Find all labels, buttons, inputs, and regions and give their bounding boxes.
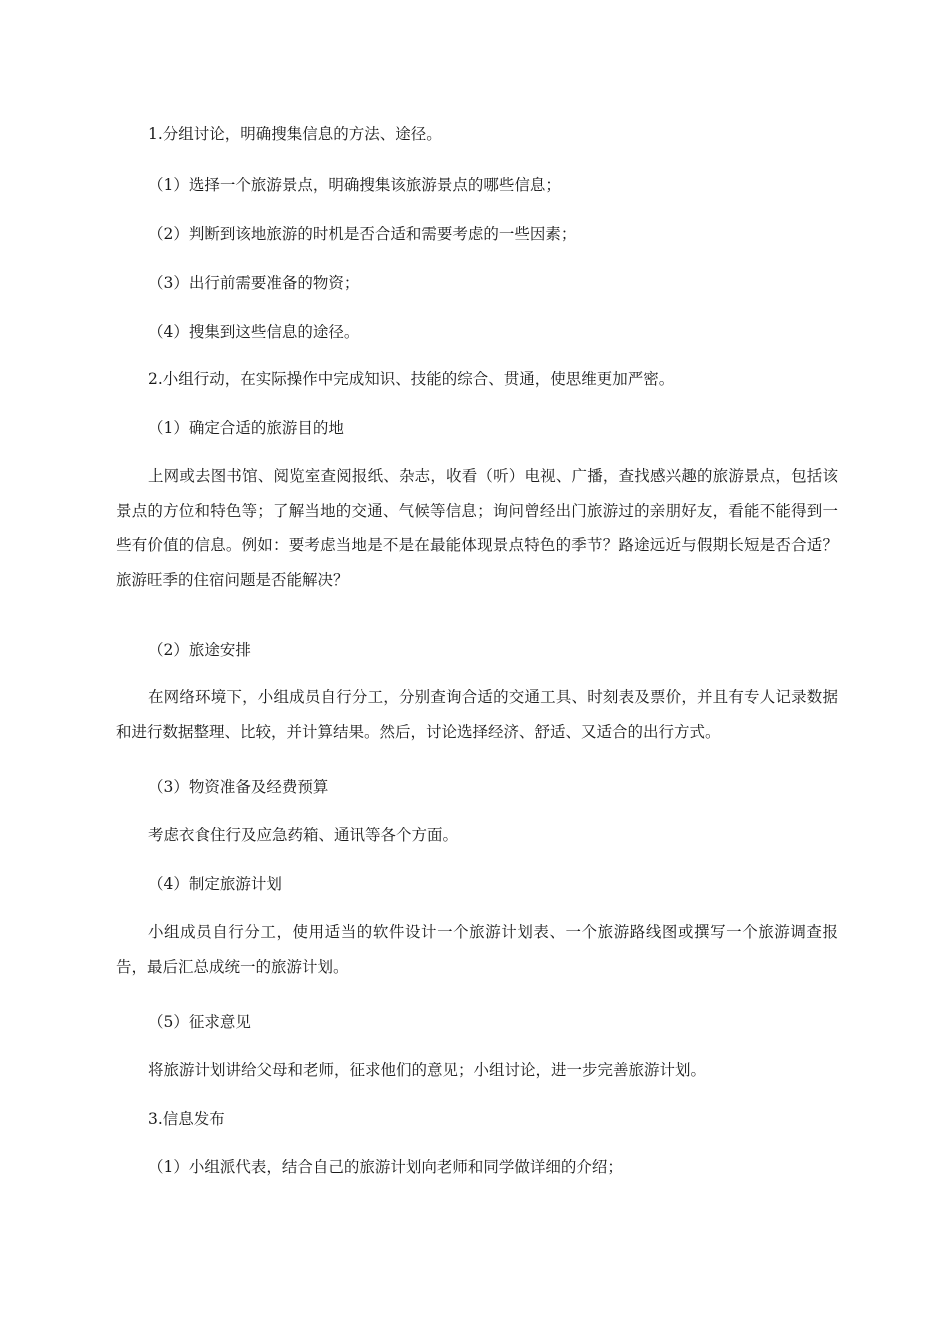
section-2-sub-2-title: （2）旅途安排: [148, 641, 251, 659]
section-2-sub-3-title: （3）物资准备及经费预算: [148, 778, 329, 796]
section-3-item-1: （1）小组派代表，结合自己的旅游计划向老师和同学做详细的介绍；: [148, 1158, 623, 1176]
section-2-sub-5-title: （5）征求意见: [148, 1013, 251, 1031]
section-2-sub-4-body: 小组成员自行分工，使用适当的软件设计一个旅游计划表、一个旅游路线图或撰写一个旅游调查报告，最后汇总成统一的旅游计划。: [116, 923, 838, 976]
section-1-item-2: （2）判断到该地旅游的时机是否合适和需要考虑的一些因素；: [148, 225, 577, 243]
section-2-sub-5-body: 将旅游计划讲给父母和老师，征求他们的意见；小组讨论，进一步完善旅游计划。: [148, 1061, 707, 1079]
section-2-sub-3-body: 考虑衣食住行及应急药箱、通讯等各个方面。: [148, 826, 459, 844]
section-2-sub-4-title: （4）制定旅游计划: [148, 875, 282, 893]
section-1-item-1: （1）选择一个旅游景点，明确搜集该旅游景点的哪些信息；: [148, 176, 561, 194]
section-3-heading: 3.信息发布: [148, 1110, 225, 1128]
section-1-item-4: （4）搜集到这些信息的途径。: [148, 323, 360, 341]
section-2-heading: 2.小组行动，在实际操作中完成知识、技能的综合、贯通，使思维更加严密。: [148, 370, 675, 388]
section-2-sub-2-body: 在网络环境下，小组成员自行分工，分别查询合适的交通工具、时刻表及票价，并且有专人记录数据和进行数据整理、比较，并计算结果。然后，讨论选择经济、舒适、又适合的出行方式。: [116, 688, 838, 741]
section-2-sub-1-title: （1）确定合适的旅游目的地: [148, 419, 344, 437]
section-2-sub-1-body: 上网或去图书馆、阅览室查阅报纸、杂志，收看（听）电视、广播，查找感兴趣的旅游景点，包括该景点的方位和特色等；了解当地的交通、气候等信息；询问曾经出门旅游过的亲朋好友，看能不能得到一些有价值的信息。例如：要考虑当地是不是在最能体现景点特色的季节？路途远近与假期长短是否合适？旅游旺季的住宿问题是否能解决？: [116, 467, 838, 589]
section-1-heading: 1.分组讨论，明确搜集信息的方法、途径。: [148, 125, 442, 143]
section-1-item-3: （3）出行前需要准备的物资；: [148, 274, 360, 292]
